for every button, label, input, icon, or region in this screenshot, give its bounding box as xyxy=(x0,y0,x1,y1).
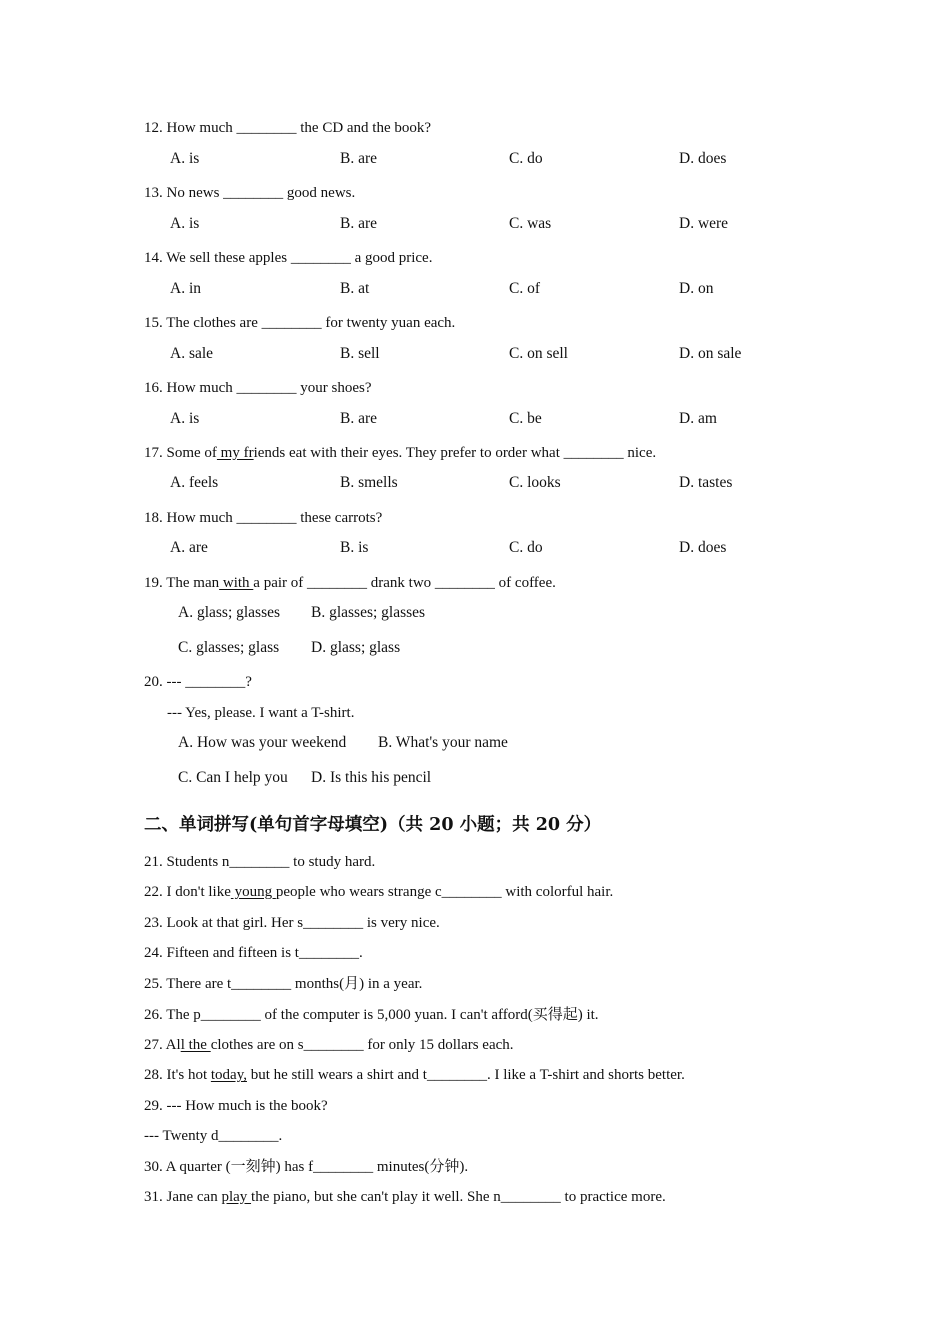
stem-text: people who wears strange c________ with colorful hair. xyxy=(275,884,614,900)
stem-text: clothes are on s________ for only 15 dollars each. xyxy=(210,1037,514,1053)
option-d: D. am xyxy=(679,410,717,427)
options-16 xyxy=(170,410,870,428)
question-17 xyxy=(144,444,656,462)
option-a: A. in xyxy=(170,280,201,297)
question-19 xyxy=(144,574,556,592)
option-c: C. looks xyxy=(509,474,561,491)
question-31 xyxy=(144,1188,666,1206)
question-14: 14. We sell these apples ________ a good price. xyxy=(144,250,433,266)
option-a: A. sale xyxy=(170,345,214,362)
question-20-reply: --- Yes, please. I want a T-shirt. xyxy=(167,705,355,721)
question-29: 29. --- How much is the book? xyxy=(144,1098,328,1114)
question-15: 15. The clothes are ________ for twenty yuan each. xyxy=(144,315,456,331)
option-b: B. glasses; glasses xyxy=(311,604,426,621)
option-c: C. of xyxy=(509,280,540,297)
stem-text: 31. Jane can xyxy=(144,1189,222,1205)
option-a: A. feels xyxy=(170,474,219,491)
question-16: 16. How much ________ your shoes? xyxy=(144,380,372,396)
options-15 xyxy=(170,345,870,363)
option-d: D. on sale xyxy=(679,345,742,362)
question-20: 20. --- ________? xyxy=(144,674,252,690)
question-22 xyxy=(144,883,613,901)
options-14 xyxy=(170,280,870,298)
stem-text: 17. Some of xyxy=(144,445,217,461)
question-23: 23. Look at that girl. Her s________ is very nice. xyxy=(144,915,440,931)
option-d: D. does xyxy=(679,539,727,556)
option-d: D. does xyxy=(679,150,727,167)
option-a: A. is xyxy=(170,215,200,232)
options-13 xyxy=(170,215,870,233)
option-a: A. are xyxy=(170,539,208,556)
question-27 xyxy=(144,1036,514,1054)
option-d: D. were xyxy=(679,215,729,232)
underlined-text: today, xyxy=(210,1067,247,1083)
question-29-reply: --- Twenty d________. xyxy=(144,1128,283,1144)
option-a: A. How was your weekend xyxy=(178,734,347,751)
stem-text: 27. Al xyxy=(144,1037,181,1053)
option-c: C. do xyxy=(509,539,543,556)
question-28 xyxy=(144,1066,685,1084)
option-a: A. glass; glasses xyxy=(178,604,281,621)
option-d: D. glass; glass xyxy=(311,639,401,656)
option-b: B. sell xyxy=(340,345,380,362)
option-c: C. on sell xyxy=(509,345,568,362)
stem-text: 28. It's hot xyxy=(144,1067,211,1083)
option-b: B. are xyxy=(340,410,378,427)
option-c: C. be xyxy=(509,410,542,427)
question-18: 18. How much ________ these carrots? xyxy=(144,510,383,526)
stem-text: a pair of ________ drank two ________ of coffee. xyxy=(253,575,556,591)
option-d: D. tastes xyxy=(679,474,733,491)
question-21: 21. Students n________ to study hard. xyxy=(144,854,376,870)
underlined-text: play xyxy=(221,1189,252,1205)
underlined-text: l the xyxy=(180,1037,211,1053)
question-24: 24. Fifteen and fifteen is t________. xyxy=(144,945,363,961)
option-c: C. was xyxy=(509,215,552,232)
options-18 xyxy=(170,539,870,557)
option-b: B. is xyxy=(340,539,369,556)
question-13: 13. No news ________ good news. xyxy=(144,185,356,201)
question-26: 26. The p________ of the computer is 5,000 yuan. I can't afford(买得起) it. xyxy=(144,1007,599,1023)
section-heading: 二、单词拼写(单句首字母填空)（共 20 小题；共 20 分） xyxy=(144,815,602,835)
option-b: B. What's your name xyxy=(378,734,508,751)
stem-text: but he still wears a shirt and t________. I like a T-shirt and shorts better. xyxy=(246,1067,685,1083)
question-30: 30. A quarter (一刻钟) has f________ minutes(分钟). xyxy=(144,1159,469,1175)
question-12: 12. How much ________ the CD and the book? xyxy=(144,120,432,136)
option-b: B. are xyxy=(340,215,378,232)
option-c: C. Can I help you xyxy=(178,769,288,786)
option-c: C. glasses; glass xyxy=(178,639,280,656)
option-d: D. Is this his pencil xyxy=(311,769,432,786)
stem-text: the piano, but she can't play it well. She n________ to practice more. xyxy=(251,1189,666,1205)
option-a: A. is xyxy=(170,410,200,427)
underlined-text: with xyxy=(219,575,254,591)
options-12 xyxy=(170,150,870,168)
option-b: B. are xyxy=(340,150,378,167)
stem-text: iends eat with their eyes. They prefer to order what ________ nice. xyxy=(253,445,657,461)
underlined-text: young xyxy=(230,884,276,900)
option-a: A. is xyxy=(170,150,200,167)
option-b: B. at xyxy=(340,280,370,297)
option-d: D. on xyxy=(679,280,714,297)
underlined-text: my fr xyxy=(216,445,254,461)
options-17 xyxy=(170,474,870,492)
question-25: 25. There are t________ months(月) in a year. xyxy=(144,976,423,992)
option-c: C. do xyxy=(509,150,543,167)
stem-text: 22. I don't like xyxy=(144,884,231,900)
stem-text: 19. The man xyxy=(144,575,220,591)
option-b: B. smells xyxy=(340,474,398,491)
